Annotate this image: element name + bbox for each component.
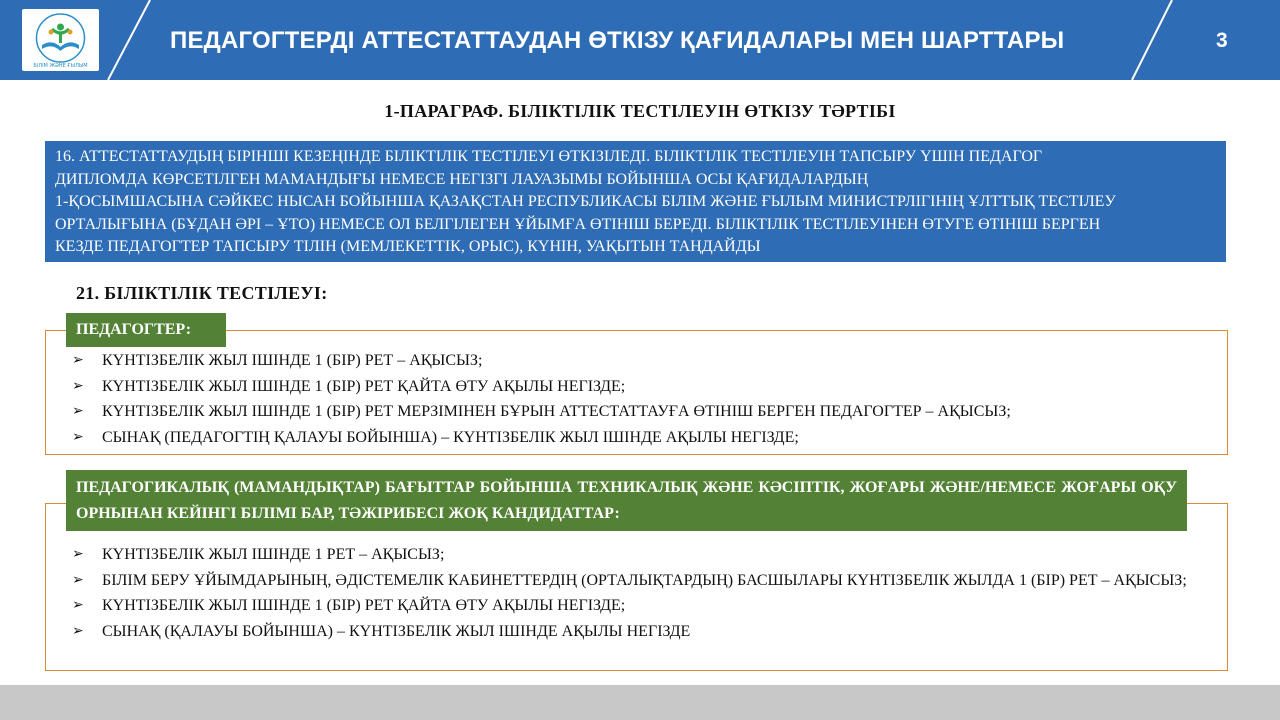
info-line: ОРТАЛЫҒЫНА (БҰДАН ӘРІ – ҰТО) НЕМЕСЕ ОЛ БЕЛГІЛЕГЕН ҰЙЫМҒА ӨТІНІШ БЕРЕДІ. БІЛІКТІЛІК ТЕСТІЛЕУІНЕН ӨТУГЕ ӨТІНІШ БЕРГЕН bbox=[55, 215, 1101, 233]
list-item-text: БІЛІМ БЕРУ ҰЙЫМДАРЫНЫҢ, ӘДІСТЕМЕЛІК КАБИНЕТТЕРДІҢ (ОРТАЛЫҚТАРДЫҢ) БАСШЫЛАРЫ КҮНТІЗБЕЛІК ЖЫЛДА 1 (БІР) РЕТ – АҚЫСЫЗ; bbox=[102, 571, 1187, 589]
info-line: 1-ҚОСЫМШАСЫНА СӘЙКЕС НЫСАН БОЙЫНША ҚАЗАҚСТАН РЕСПУБЛИКАСЫ БІЛІМ ЖӘНЕ ҒЫЛЫМ МИНИСТРЛІГІНІҢ ҰЛТТЫҚ ТЕСТІЛЕУ bbox=[55, 193, 1116, 210]
list-item-text: СЫНАҚ (ПЕДАГОГТІҢ ҚАЛАУЫ БОЙЫНША) – КҮНТІЗБЕЛІК ЖЫЛ ІШІНДЕ АҚЫЛЫ НЕГІЗДЕ; bbox=[102, 428, 799, 446]
info-box bbox=[45, 141, 1226, 262]
arrow-bullet-icon: ➢ bbox=[72, 571, 84, 588]
list-item-text: СЫНАҚ (ҚАЛАУЫ БОЙЫНША) – КҮНТІЗБЕЛІК ЖЫЛ ІШІНДЕ АҚЫЛЫ НЕГІЗДЕ bbox=[102, 622, 691, 640]
logo bbox=[22, 9, 99, 71]
group2-label: ПЕДАГОГИКАЛЫҚ (МАМАНДЫҚТАР) БАҒЫТТАР БОЙЫНША ТЕХНИКАЛЫҚ ЖӘНЕ КӘСІПТІК, ЖОҒАРЫ ЖӘНЕ/НЕМЕСЕ ЖОҒАРЫ ОҚУ ОРНЫНАН КЕЙІНГІ БІЛІМІ БАР, ТӘЖІРИБЕСІ ЖОҚ КАНДИДАТТАР: bbox=[66, 470, 1187, 531]
list-item-text: КҮНТІЗБЕЛІК ЖЫЛ ІШІНДЕ 1 (БІР) РЕТ МЕРЗІМІНЕН БҰРЫН АТТЕСТАТТАУҒА ӨТІНІШ БЕРГЕН ПЕДАГОГТЕР – АҚЫСЫЗ; bbox=[102, 403, 1011, 420]
info-line: 16. АТТЕСТАТТАУДЫҢ БІРІНШІ КЕЗЕҢІНДЕ БІЛІКТІЛІК ТЕСТІЛЕУІ ӨТКІЗІЛЕДІ. БІЛІКТІЛІК ТЕСТІЛЕУІН ТАПСЫРУ ҮШІН ПЕДАГОГ bbox=[55, 148, 1043, 165]
list-item bbox=[72, 425, 1222, 451]
list-item-text: КҮНТІЗБЕЛІК ЖЫЛ ІШІНДЕ 1 (БІР) РЕТ ҚАЙТА ӨТУ АҚЫЛЫ НЕГІЗДЕ; bbox=[102, 377, 626, 395]
footer-bar bbox=[0, 685, 1280, 720]
arrow-bullet-icon: ➢ bbox=[72, 403, 84, 419]
section-title: 1-ПАРАГРАФ. БІЛІКТІЛІК ТЕСТІЛЕУІН ӨТКІЗУ ТӘРТІБІ bbox=[384, 101, 896, 121]
arrow-bullet-icon: ➢ bbox=[72, 546, 84, 562]
list-item bbox=[72, 374, 1222, 400]
group1-list bbox=[72, 348, 1222, 450]
list-item bbox=[72, 542, 1222, 568]
list-item-text: КҮНТІЗБЕЛІК ЖЫЛ ІШІНДЕ 1 РЕТ – АҚЫСЫЗ; bbox=[102, 546, 445, 563]
group1-label: ПЕДАГОГТЕР: bbox=[66, 313, 226, 347]
logo-caption: БІЛІМ ЖӘНЕ ҒЫЛЫМ bbox=[33, 63, 88, 69]
info-line: ДИПЛОМДА КӨРСЕТІЛГЕН МАМАНДЫҒЫ НЕМЕСЕ НЕГІЗГІ ЛАУАЗЫМЫ БОЙЫНША ОСЫ ҚАҒИДАЛАРДЫҢ bbox=[55, 170, 869, 188]
page-title: ПЕДАГОГТЕРДІ АТТЕСТАТТАУДАН ӨТКІЗУ ҚАҒИДАЛАРЫ МЕН ШАРТТАРЫ bbox=[170, 27, 1065, 54]
arrow-bullet-icon: ➢ bbox=[72, 352, 84, 368]
info-line: КЕЗДЕ ПЕДАГОГТЕР ТАПСЫРУ ТІЛІН (МЕМЛЕКЕТТІК, ОРЫС), КҮНІН, УАҚЫТЫН ТАҢДАЙДЫ bbox=[55, 238, 761, 255]
arrow-bullet-icon: ➢ bbox=[72, 428, 84, 445]
arrow-bullet-icon: ➢ bbox=[72, 377, 84, 394]
arrow-bullet-icon: ➢ bbox=[72, 622, 84, 639]
list-item bbox=[72, 619, 1222, 645]
page-number: 3 bbox=[1216, 29, 1228, 52]
list-item-text: КҮНТІЗБЕЛІК ЖЫЛ ІШІНДЕ 1 (БІР) РЕТ ҚАЙТА ӨТУ АҚЫЛЫ НЕГІЗДЕ; bbox=[102, 597, 626, 614]
list-item bbox=[72, 348, 1222, 374]
list-item bbox=[72, 593, 1222, 619]
group2-list bbox=[72, 542, 1222, 644]
header-bar bbox=[0, 0, 1280, 80]
list-item bbox=[72, 568, 1222, 594]
list-item-text: КҮНТІЗБЕЛІК ЖЫЛ ІШІНДЕ 1 (БІР) РЕТ – АҚЫСЫЗ; bbox=[102, 352, 483, 369]
list-item bbox=[72, 399, 1222, 425]
book-logo-icon bbox=[22, 9, 99, 71]
subsection-title: 21. БІЛІКТІЛІК ТЕСТІЛЕУІ: bbox=[76, 283, 328, 303]
arrow-bullet-icon: ➢ bbox=[72, 597, 84, 613]
